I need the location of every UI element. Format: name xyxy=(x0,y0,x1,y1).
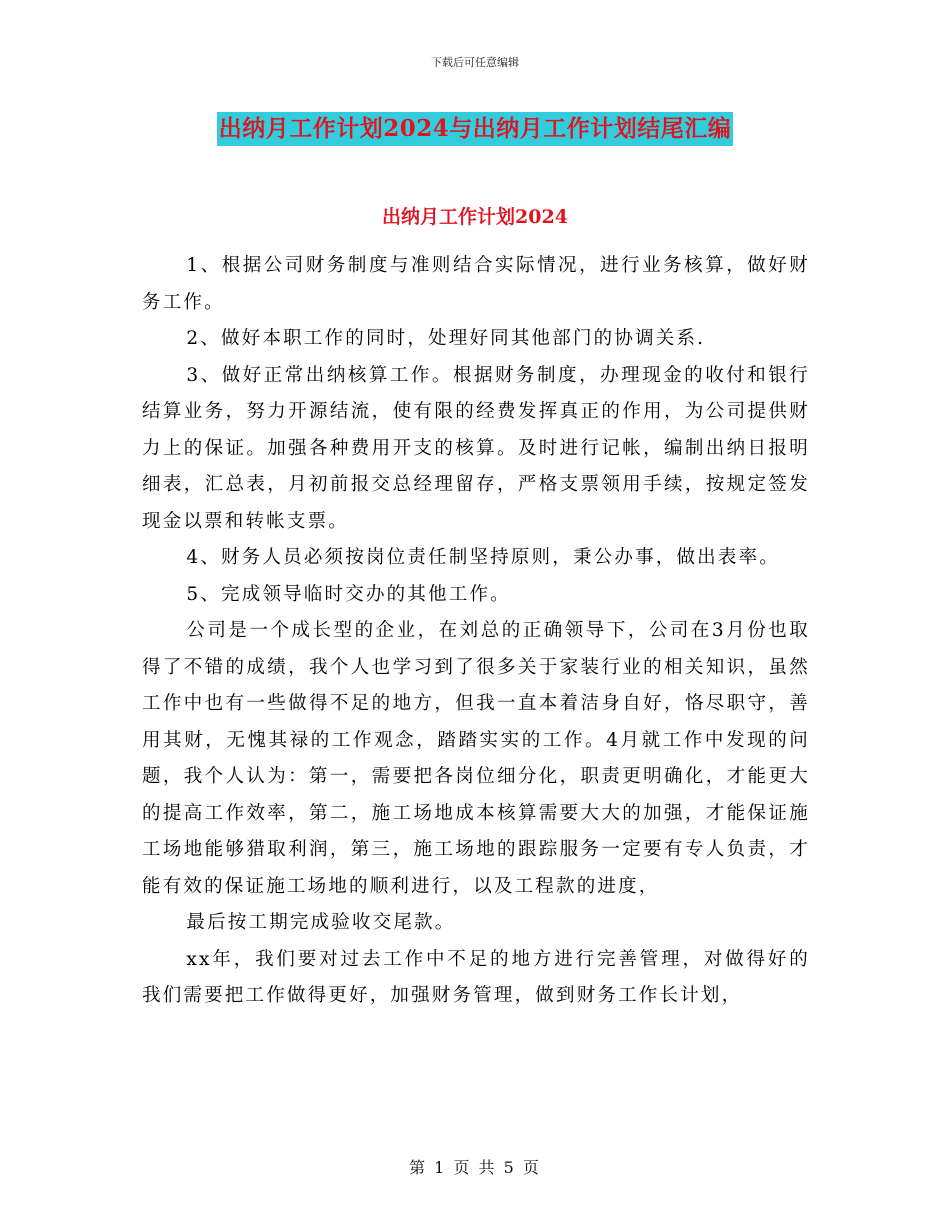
document-body xyxy=(142,248,810,1015)
document-title-container xyxy=(0,112,950,146)
paragraph-next-year-plan: xx年，我们要对过去工作中不足的地方进行完善管理，对做得好的我们需要把工作做得更好，加强财务管理，做到财务工作长计划， xyxy=(142,948,810,1006)
paragraph-item-5: 5、完成领导临时交办的其他工作。 xyxy=(186,583,511,605)
paragraph-item-2: 2、做好本职工作的同时，处理好同其他部门的协调关系. xyxy=(186,328,706,349)
paragraph-company-review: 公司是一个成长型的企业，在刘总的正确领导下，公司在3月份也取得了不错的成绩，我个人也学习到了很多关于家装行业的相关知识，虽然工作中也有一些做得不足的地方，但我一直本着洁身自好，恪尽职守，善用其财，无愧其禄的工作观念，踏踏实实的工作。4月就工作中发现的问题，我个人认为：第一，需要把各岗位细分化，职责更明确化，才能更大的提高工作效率，第二，施工场地成本核算需要大大的加强，才能保证施工场地能够猎取利润，第三，施工场地的跟踪服务一定要有专人负责，才能有效的保证施工场地的顺利进行，以及工程款的进度， xyxy=(142,620,810,897)
paragraph-item-4: 4、财务人员必须按岗位责任制坚持原则，秉公办事，做出表率。 xyxy=(186,547,780,568)
paragraph-item-1: 1、根据公司财务制度与准则结合实际情况，进行业务核算，做好财务工作。 xyxy=(142,255,810,313)
section-title: 出纳月工作计划2024 xyxy=(382,206,568,228)
paragraph-item-3: 3、做好正常出纳核算工作。根据财务制度，办理现金的收付和银行结算业务，努力开源结流，使有限的经费发挥真正的作用，为公司提供财力上的保证。加强各种费用开支的核算。及时进行记帐，编制出纳日报明细表，汇总表，月初前报交总经理留存，严格支票领用手续，按规定签发现金以票和转帐支票。 xyxy=(142,364,810,532)
document-title: 出纳月工作计划2024与出纳月工作计划结尾汇编 xyxy=(217,112,734,146)
page-header-note: 下载后可任意编辑 xyxy=(431,56,519,69)
paragraph-final-payment: 最后按工期完成验收交尾款。 xyxy=(186,912,456,933)
page-number-footer: 第 1 页 共 5 页 xyxy=(409,1158,541,1177)
